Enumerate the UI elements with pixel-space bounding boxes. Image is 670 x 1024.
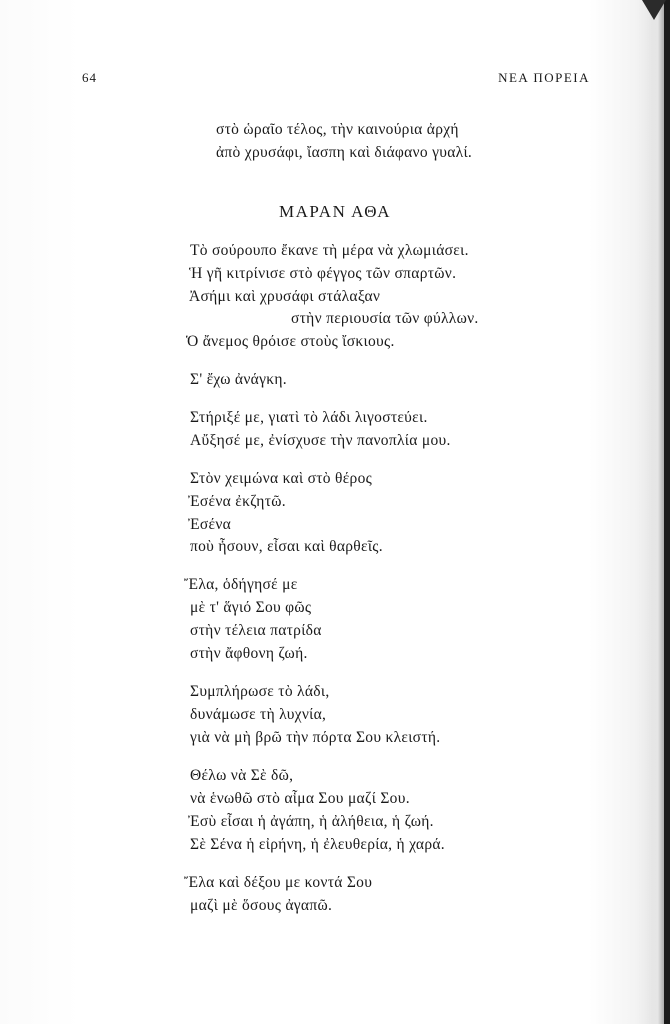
poem-line: Στήριξέ με, γιατὶ τὸ λάδι λιγοστεύει. [190, 409, 428, 426]
page-number: 64 [82, 70, 97, 85]
page-edge-shadow [648, 0, 670, 1024]
poem-line: Ἐσένα [188, 516, 232, 533]
poem-line: Ἔλα καὶ δέξου με κοντά Σου [184, 874, 373, 891]
running-head [0, 70, 670, 90]
poem-line: Συμπλήρωσε τὸ λάδι, [190, 683, 330, 700]
carryover-line-2: ἀπὸ χρυσάφι, ἴασπη καὶ διάφανο γυαλί. [216, 144, 473, 161]
poem-line: Ὁ ἄνεμος θρόισε στοὺς ἴσκιους. [186, 333, 395, 350]
poem-line: Ἀσήμι καὶ χρυσάφι στάλαξαν [189, 288, 381, 305]
poem-title: ΜΑΡΑΝ ΑΘΑ [279, 202, 391, 221]
poem-line: στὴν περιουσία τῶν φύλλων. [291, 310, 479, 327]
poem-line: Ἔλα, ὁδήγησέ με [184, 576, 298, 593]
poem-line: στὴν ἄφθονη ζωή. [190, 645, 308, 662]
poem-line: Ἐσὺ εἶσαι ἡ ἀγάπη, ἡ ἀλήθεια, ἡ ζωή. [188, 813, 434, 830]
poem-line: Ἐσένα ἐκζητῶ. [188, 493, 286, 510]
journal-title: ΝΕΑ ΠΟΡΕΙΑ [498, 70, 590, 85]
poem-line: Στὸν χειμώνα καὶ στὸ θέρος [190, 470, 373, 487]
poem-line: Ἡ γῆ κιτρίνισε στὸ φέγγος τῶν σπαρτῶν. [189, 265, 457, 282]
poem-line: Σ' ἔχω ἀνάγκη. [190, 371, 287, 388]
carryover-line-1: στὸ ὡραῖο τέλος, τὴν καινούρια ἀρχή [216, 121, 459, 138]
poem-line: ποὺ ἦσουν, εἶσαι καὶ θαρθεῖς. [190, 538, 383, 555]
poem-line: γιὰ νὰ μὴ βρῶ τὴν πόρτα Σου κλειστή. [190, 729, 441, 746]
poem-line: μὲ τ' ἅγιό Σου φῶς [190, 599, 312, 616]
poem-line: δυνάμωσε τὴ λυχνία, [190, 706, 327, 723]
poem-line: Θέλω νὰ Σὲ δῶ, [190, 767, 294, 784]
poem-line: Αὔξησέ με, ἐνίσχυσε τὴν πανοπλία μου. [190, 432, 451, 449]
poem-line: Τὸ σούρουπο ἔκανε τὴ μέρα νὰ χλωμιάσει. [190, 242, 469, 259]
bookmark-ribbon [642, 0, 666, 20]
poem-line: μαζὶ μὲ ὅσους ἀγαπῶ. [190, 897, 333, 914]
poem-line: νὰ ἑνωθῶ στὸ αἷμα Σου μαζί Σου. [190, 790, 410, 807]
poem-line: στὴν τέλεια πατρίδα [190, 622, 322, 639]
poem-line: Σὲ Σένα ἡ εἰρήνη, ἡ ἐλευθερία, ἡ χαρά. [190, 836, 445, 853]
